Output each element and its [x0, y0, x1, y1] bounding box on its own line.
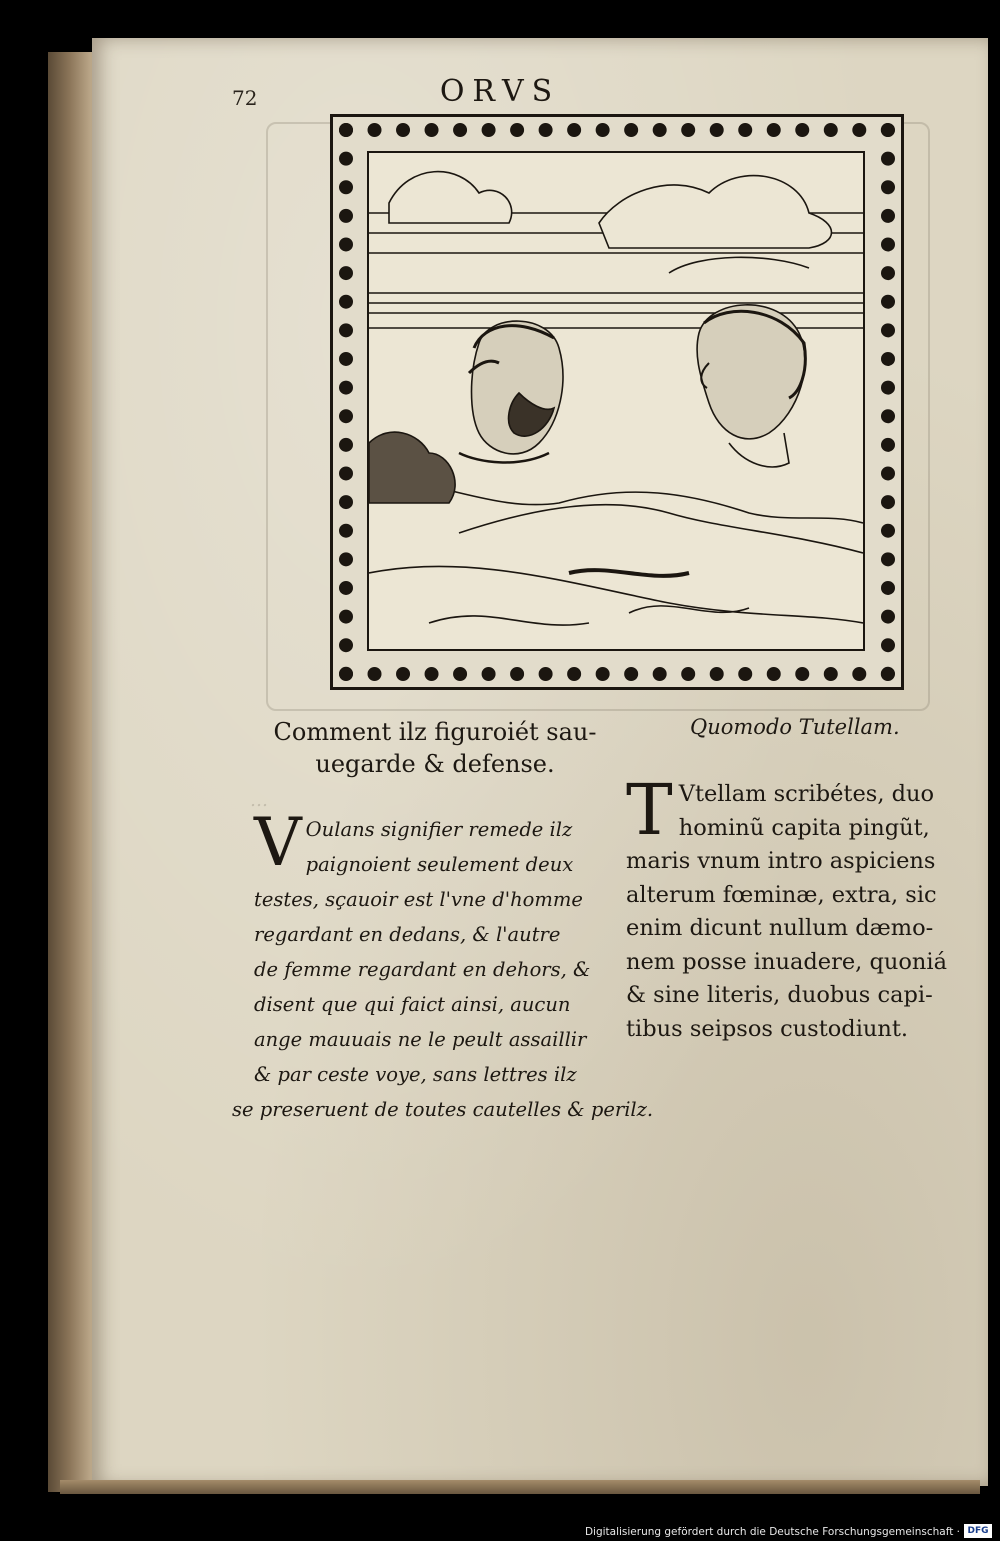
french-line: ange mauuais ne le peult assaillir: [254, 1028, 587, 1051]
french-heading: [255, 716, 615, 780]
footer-credit: Digitalisierung gefördert durch die Deutsche Forschungsgemeinschaft ·: [584, 1526, 960, 1538]
french-line: paignoient seulement deux: [305, 853, 574, 876]
woodcut-two-heads-icon: [369, 153, 863, 649]
latin-line: enim dicunt nullum dæmo-: [626, 915, 934, 941]
latin-column: [626, 769, 981, 1046]
dfg-logo-icon: DFG: [964, 1524, 992, 1538]
show-through-text: …: [250, 790, 268, 811]
page-bottom-edge: [60, 1480, 980, 1494]
french-column: [232, 804, 654, 1127]
french-drop-cap: V: [254, 804, 302, 881]
latin-line: alterum fœminæ, extra, sic: [626, 881, 937, 908]
woodcut-scene: [367, 151, 865, 651]
page-number: 72: [232, 86, 258, 110]
french-heading-line-1: Comment ilz figuroiét sau-: [273, 718, 597, 746]
latin-line: nem posse inuadere, quoniá: [626, 948, 948, 975]
latin-line: & sine literis, duobus capi-: [626, 982, 933, 1008]
french-line: disent que qui faict ainsi, aucun: [254, 993, 571, 1016]
latin-line: maris vnum intro aspiciens: [626, 848, 936, 874]
french-line: regardant en dedans, & l'autre: [254, 923, 561, 946]
latin-heading: Quomodo Tutellam.: [690, 715, 900, 739]
french-line: & par ceste voye, sans lettres ilz: [254, 1063, 577, 1086]
french-line: de femme regardant en dehors, &: [254, 958, 591, 981]
woodcut-illustration: [330, 114, 904, 690]
french-line: testes, sçauoir est l'vne d'homme: [254, 888, 583, 911]
latin-drop-cap: T: [626, 769, 673, 851]
french-line: Oulans signifier remede ilz: [305, 818, 573, 841]
french-line: se preseruent de toutes cautelles & perilz.: [232, 1098, 654, 1121]
french-heading-line-2: uegarde & defense.: [315, 750, 555, 778]
latin-line: Vtellam scribétes, duo: [678, 781, 935, 807]
latin-line: tibus seipsos custodiunt.: [626, 1015, 909, 1042]
running-head: ORVS: [439, 74, 561, 109]
latin-line: hominũ capita pingũt,: [678, 814, 930, 841]
